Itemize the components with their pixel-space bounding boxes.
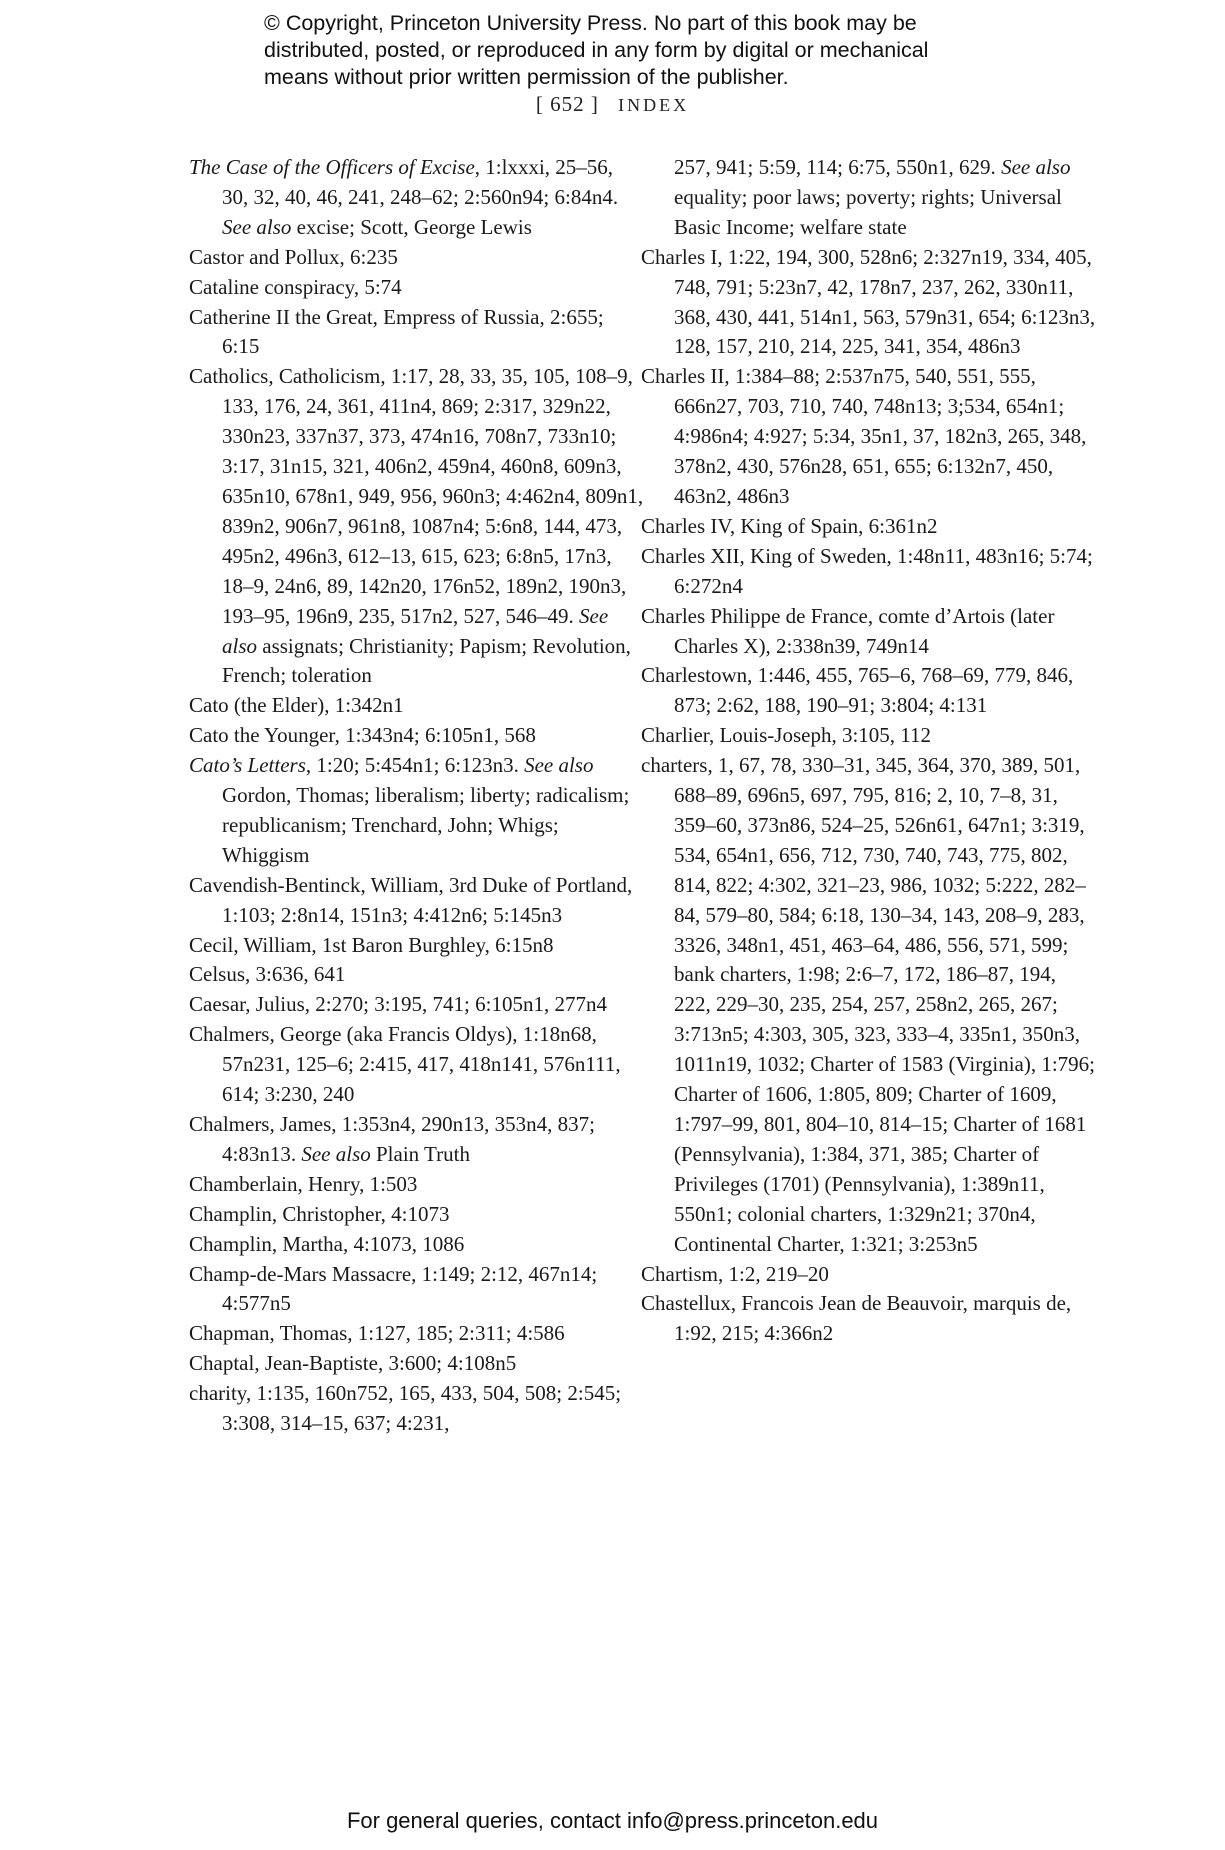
index-entry [641,661,1096,721]
index-entry [189,960,644,990]
entry-text: Chapman, Thomas, 1:127, 185; 2:311; 4:586 [189,1321,565,1346]
index-entry [641,602,1096,662]
entry-text: Caesar, Julius, 2:270; 3:195, 741; 6:105n1, 277n4 [189,992,607,1017]
index-entry [189,303,644,363]
section-title: INDEX [618,95,690,115]
index-entry [189,1020,644,1110]
index-entry [189,1319,644,1349]
see-also-label: See also [524,753,594,778]
entry-text: Champlin, Martha, 4:1073, 1086 [189,1231,465,1256]
entry-text: Charles Philippe de France, comte d’Artois (later Charles X), 2:338n39, 749n14 [641,603,1055,658]
index-column-left [189,153,644,1439]
entry-text: Celsus, 3:636, 641 [189,962,346,987]
index-entry [189,1230,644,1260]
entry-text: Cataline conspiracy, 5:74 [189,274,402,299]
see-also-label: See also [301,1141,371,1166]
index-entry [641,243,1096,363]
see-also-text: assignats; Christianity; Papism; Revolution, French; toleration [222,633,631,688]
entry-text: Catherine II the Great, Empress of Russia, 2:655; 6:15 [189,304,604,359]
copyright-notice [264,10,1024,91]
index-entry [189,1170,644,1200]
entry-text: Charles I, 1:22, 194, 300, 528n6; 2:327n19, 334, 405, 748, 791; 5:23n7, 42, 178n7, 237, 262, 330n11, 368, 430, 441, 514n1, 563, 579n31, 654; 6:123n3, 128, 157, 210, 214, 225, 341, 354, 486n3 [641,244,1096,359]
index-entry [641,1260,1096,1290]
entry-text: 257, 941; 5:59, 114; 6:75, 550n1, 629. [674,155,1002,179]
entry-text: Castor and Pollux, 6:235 [189,244,398,269]
entry-text: Chamberlain, Henry, 1:503 [189,1171,418,1196]
index-entry [189,1379,644,1439]
page-number: [ 652 ] [535,92,599,116]
entry-text: Cato the Younger, 1:343n4; 6:105n1, 568 [189,723,536,748]
entry-text: Champ-de-Mars Massacre, 1:149; 2:12, 467n14; 4:577n5 [189,1261,598,1316]
copyright-line: © Copyright, Princeton University Press. No part of this book may be [264,11,917,35]
see-also-text: equality; poor laws; poverty; rights; Universal Basic Income; welfare state [674,184,1062,239]
index-entry [641,512,1096,542]
footer-contact: For general queries, contact info@press.princeton.edu [346,1808,879,1833]
index-entry [189,721,644,751]
entry-text: Charles II, 1:384–88; 2:537n75, 540, 551, 555, 666n27, 703, 710, 740, 748n13; 3;534, 654n1; 4:986n4; 4:927; 5:34, 35n1, 37, 182n3, 265, 348, 378n2, 430, 576n28, 651, 655; 6:132n7, 450, 463n2, 486n3 [641,364,1087,508]
entry-text: Charles XII, King of Sweden, 1:48n11, 483n16; 5:74; 6:272n4 [641,543,1093,598]
see-also-label: See also [222,603,609,658]
entry-text: Charles IV, King of Spain, 6:361n2 [641,513,938,538]
running-head [0,92,1225,117]
entry-text: charity, 1:135, 160n752, 165, 433, 504, 508; 2:545; 3:308, 314–15, 637; 4:231, [189,1381,622,1436]
index-entry [189,273,644,303]
copyright-line: distributed, posted, or reproduced in any form by digital or mechanical [264,38,929,62]
entry-text: Champlin, Christopher, 4:1073 [189,1201,450,1226]
index-entry [641,362,1096,512]
copyright-line: means without prior written permission of the publisher. [264,65,789,89]
entry-text: Chartism, 1:2, 219–20 [641,1261,829,1286]
see-also-text: excise; Scott, George Lewis [291,214,532,239]
see-also-text: Gordon, Thomas; liberalism; liberty; radicalism; republicanism; Trenchard, John; Whigs; Whiggism [222,783,630,867]
index-column-right [641,153,1096,1349]
index-entry [641,721,1096,751]
entry-text: charters, 1, 67, 78, 330–31, 345, 364, 370, 389, 501, 688–89, 696n5, 697, 795, 816; 2, 10, 7–8, 31, 359–60, 373n86, 524–25, 526n61, 647n1; 3:319, 534, 654n1, 656, 712, 730, 740, 743, 775, 802, 814, 822; 4:302, 321–23, 986, 1032; 5:222, 282–84, 579–80, 584; 6:18, 130–34, 143, 208–9, 283, 3326, 348n1, 451, 463–64, 486, 556, 571, 599; bank charters, 1:98; 2:6–7, 172, 186–87, 194, 222, 229–30, 235, 254, 257, 258n2, 265, 267; 3:713n5; 4:303, 305, 323, 333–4, 335n1, 350n3, 1011n19, 1032; Charter of 1583 (Virginia), 1:796; Charter of 1606, 1:805, 809; Charter of 1609, 1:797–99, 801, 804–10, 814–15; Charter of 1681 (Pennsylvania), 1:384, 371, 385; Charter of Privileges (1701) (Pennsylvania), 1:389n11, 550n1; colonial charters, 1:329n21; 370n4, Continental Charter, 1:321; 3:253n5 [641,753,1096,1256]
entry-text: Catholics, Catholicism, 1:17, 28, 33, 35, 105, 108–9, 133, 176, 24, 361, 411n4, 869; 2:317, 329n22, 330n23, 337n37, 373, 474n16, 708n7, 733n10; 3:17, 31n15, 321, 406n2, 459n4, 460n8, 609n3, 635n10, 678n1, 949, 956, 960n3; 4:462n4, 809n1, 839n2, 906n7, 961n8, 1087n4; 5:6n8, 144, 473, 495n2, 496n3, 612–13, 615, 623; 6:8n5, 17n3, 18–9, 24n6, 89, 142n20, 176n52, 189n2, 190n3, 193–95, 196n9, 235, 517n2, 527, 546–49. [189,364,644,628]
entry-text: Cecil, William, 1st Baron Burghley, 6:15n8 [189,932,554,957]
entry-text: Cato (the Elder), 1:342n1 [189,693,404,718]
index-entry [189,1200,644,1230]
index-entry [189,990,644,1020]
entry-text: Charlier, Louis-Joseph, 3:105, 112 [641,723,932,748]
see-also-label: See also [222,214,292,239]
see-also-text: Plain Truth [370,1141,470,1166]
index-entry [189,362,644,691]
index-entry [641,153,1096,243]
index-entry [189,691,644,721]
index-entry [189,1260,644,1320]
entry-text: Charlestown, 1:446, 455, 765–6, 768–69, 779, 846, 873; 2:62, 188, 190–91; 3:804; 4:131 [641,663,1074,718]
entry-text: , 1:lxxxi, 25–56, 30, 32, 40, 46, 241, 248–62; 2:560n94; 6:84n4. [222,155,619,209]
index-entry [189,243,644,273]
index-entry [189,871,644,931]
index-entry [189,1349,644,1379]
entry-title: Cato’s Letters [189,753,306,778]
index-entry [641,1289,1096,1349]
entry-title: The Case of the Officers of Excise [189,155,475,179]
see-also-label: See also [1001,155,1071,179]
entry-text: Cavendish-Bentinck, William, 3rd Duke of Portland, 1:103; 2:8n14, 151n3; 4:412n6; 5:145n3 [189,872,633,927]
index-entry [189,1110,644,1170]
index-entry [641,751,1096,1259]
entry-text: Chastellux, Francois Jean de Beauvoir, marquis de, 1:92, 215; 4:366n2 [641,1291,1072,1346]
index-entry [189,153,644,243]
entry-text: Chaptal, Jean-Baptiste, 3:600; 4:108n5 [189,1351,517,1376]
entry-text: Chalmers, James, 1:353n4, 290n13, 353n4, 837; 4:83n13. [189,1112,595,1166]
entry-text: , 1:20; 5:454n1; 6:123n3. [305,753,525,778]
index-entry [189,931,644,961]
index-entry [189,751,644,871]
index-entry [641,542,1096,602]
entry-text: Chalmers, George (aka Francis Oldys), 1:18n68, 57n231, 125–6; 2:415, 417, 418n141, 576n111, 614; 3:230, 240 [189,1022,621,1107]
